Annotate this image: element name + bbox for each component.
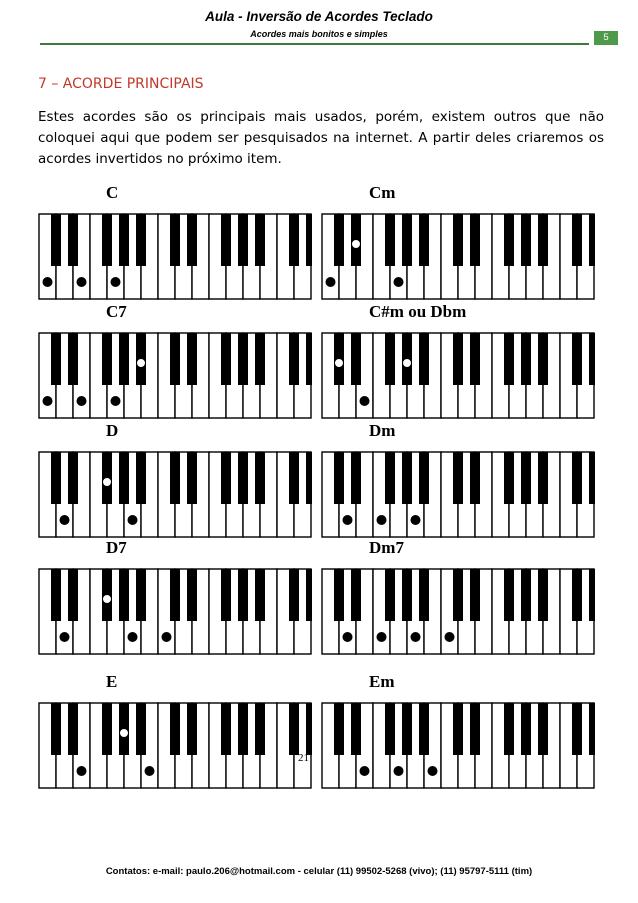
intro-paragraph: Estes acordes são os principais mais usados, porém, existem outros que não coloquei aqui que podem ser pesquisados na internet. A partir deles criaremos os acordes invertidos no próximo item.	[38, 109, 604, 167]
note-marker-black-key	[103, 595, 112, 604]
black-key	[238, 569, 248, 621]
note-marker-white-key	[60, 515, 70, 525]
note-marker-white-key	[411, 515, 421, 525]
note-marker-black-key	[137, 359, 146, 368]
black-key	[170, 333, 180, 385]
note-marker-white-key	[394, 277, 404, 287]
piano-keyboard	[38, 568, 312, 655]
black-key	[68, 333, 78, 385]
note-marker-black-key	[103, 478, 112, 487]
black-key	[589, 569, 595, 621]
note-marker-white-key	[77, 766, 87, 776]
black-key	[119, 569, 129, 621]
black-key	[119, 452, 129, 504]
note-marker-white-key	[128, 515, 138, 525]
black-key	[538, 452, 548, 504]
header-rule	[40, 43, 589, 45]
black-key	[538, 333, 548, 385]
black-key	[470, 333, 480, 385]
black-key	[68, 569, 78, 621]
section-title: 7 – ACORDE PRINCIPAIS	[38, 76, 204, 92]
black-key	[136, 703, 146, 755]
black-key	[306, 569, 312, 621]
black-key	[521, 333, 531, 385]
piano-keyboard	[321, 213, 595, 300]
black-key	[255, 452, 265, 504]
black-key	[170, 452, 180, 504]
black-key	[51, 569, 61, 621]
black-key	[136, 214, 146, 266]
black-key	[402, 452, 412, 504]
piano-keyboard	[321, 451, 595, 538]
note-marker-white-key	[411, 632, 421, 642]
note-marker-white-key	[343, 632, 353, 642]
black-key	[119, 214, 129, 266]
black-key	[589, 214, 595, 266]
black-key	[255, 703, 265, 755]
black-key	[538, 214, 548, 266]
black-key	[521, 703, 531, 755]
black-key	[306, 452, 312, 504]
note-marker-white-key	[445, 632, 455, 642]
chord-name: C#m ou Dbm	[369, 302, 467, 321]
black-key	[538, 703, 548, 755]
chord-name: E	[106, 672, 118, 691]
note-marker-white-key	[394, 766, 404, 776]
note-marker-white-key	[428, 766, 438, 776]
contact-footer: Contatos: e-mail: paulo.206@hotmail.com - celular (11) 99502-5268 (vivo); (11) 95797-5111 (tim)	[105, 866, 533, 877]
black-key	[351, 333, 361, 385]
black-key	[470, 569, 480, 621]
black-key	[453, 333, 463, 385]
black-key	[238, 703, 248, 755]
note-marker-black-key	[335, 359, 344, 368]
note-marker-black-key	[120, 729, 129, 738]
note-marker-white-key	[360, 396, 370, 406]
black-key	[521, 569, 531, 621]
chord-name: C7	[106, 302, 127, 321]
black-key	[589, 333, 595, 385]
black-key	[306, 333, 312, 385]
black-key	[68, 452, 78, 504]
black-key	[187, 569, 197, 621]
black-key	[572, 214, 582, 266]
black-key	[385, 703, 395, 755]
piano-keyboard	[321, 702, 595, 789]
black-key	[419, 333, 429, 385]
black-key	[504, 452, 514, 504]
black-key	[255, 569, 265, 621]
black-key	[68, 214, 78, 266]
black-key	[221, 214, 231, 266]
black-key	[351, 452, 361, 504]
piano-keyboard	[38, 451, 312, 538]
black-key	[351, 569, 361, 621]
black-key	[187, 214, 197, 266]
black-key	[572, 452, 582, 504]
note-marker-white-key	[326, 277, 336, 287]
chord-name: Cm	[369, 183, 396, 202]
piano-keyboard	[38, 702, 312, 789]
note-marker-white-key	[162, 632, 172, 642]
black-key	[306, 703, 312, 755]
black-key	[238, 333, 248, 385]
black-key	[289, 214, 299, 266]
black-key	[589, 703, 595, 755]
black-key	[385, 569, 395, 621]
black-key	[334, 214, 344, 266]
black-key	[170, 569, 180, 621]
black-key	[470, 703, 480, 755]
black-key	[453, 703, 463, 755]
black-key	[385, 333, 395, 385]
black-key	[453, 214, 463, 266]
chord-name: D7	[106, 538, 127, 557]
black-key	[221, 452, 231, 504]
note-marker-white-key	[145, 766, 155, 776]
black-key	[102, 214, 112, 266]
document-subtitle: Acordes mais bonitos e simples	[250, 29, 388, 39]
black-key	[306, 214, 312, 266]
black-key	[334, 452, 344, 504]
black-key	[521, 452, 531, 504]
note-marker-white-key	[360, 766, 370, 776]
piano-keyboard	[38, 213, 312, 300]
note-marker-white-key	[77, 396, 87, 406]
note-marker-white-key	[377, 632, 387, 642]
black-key	[470, 214, 480, 266]
black-key	[51, 333, 61, 385]
black-key	[504, 703, 514, 755]
black-key	[136, 569, 146, 621]
black-key	[538, 569, 548, 621]
black-key	[221, 703, 231, 755]
black-key	[187, 333, 197, 385]
note-marker-white-key	[128, 632, 138, 642]
black-key	[572, 569, 582, 621]
black-key	[289, 703, 299, 755]
note-marker-white-key	[43, 277, 53, 287]
black-key	[402, 569, 412, 621]
black-key	[504, 569, 514, 621]
black-key	[221, 569, 231, 621]
piano-keyboard	[321, 568, 595, 655]
black-key	[289, 569, 299, 621]
black-key	[334, 703, 344, 755]
black-key	[102, 333, 112, 385]
black-key	[521, 214, 531, 266]
black-key	[419, 569, 429, 621]
note-marker-white-key	[343, 515, 353, 525]
black-key	[289, 333, 299, 385]
black-key	[402, 703, 412, 755]
page-number: 5	[594, 31, 618, 45]
black-key	[68, 703, 78, 755]
chord-name: Dm7	[369, 538, 404, 557]
chord-name: D	[106, 421, 119, 440]
black-key	[221, 333, 231, 385]
black-key	[102, 703, 112, 755]
source-page-number: 21	[298, 752, 309, 764]
black-key	[419, 452, 429, 504]
note-marker-white-key	[111, 396, 121, 406]
black-key	[572, 703, 582, 755]
black-key	[419, 703, 429, 755]
black-key	[51, 214, 61, 266]
black-key	[238, 452, 248, 504]
black-key	[51, 452, 61, 504]
note-marker-white-key	[377, 515, 387, 525]
piano-keyboard	[38, 332, 312, 419]
black-key	[385, 452, 395, 504]
note-marker-white-key	[43, 396, 53, 406]
note-marker-white-key	[60, 632, 70, 642]
black-key	[504, 333, 514, 385]
black-key	[351, 703, 361, 755]
black-key	[255, 214, 265, 266]
black-key	[187, 452, 197, 504]
note-marker-white-key	[77, 277, 87, 287]
chord-name: Em	[369, 672, 395, 691]
black-key	[334, 569, 344, 621]
document-title: Aula - Inversão de Acordes Teclado	[205, 9, 433, 24]
chord-name: Dm	[369, 421, 396, 440]
black-key	[453, 569, 463, 621]
black-key	[170, 703, 180, 755]
black-key	[119, 333, 129, 385]
note-marker-black-key	[403, 359, 412, 368]
black-key	[170, 214, 180, 266]
black-key	[255, 333, 265, 385]
black-key	[453, 452, 463, 504]
black-key	[51, 703, 61, 755]
black-key	[470, 452, 480, 504]
black-key	[504, 214, 514, 266]
black-key	[572, 333, 582, 385]
black-key	[289, 452, 299, 504]
black-key	[136, 452, 146, 504]
black-key	[419, 214, 429, 266]
note-marker-white-key	[111, 277, 121, 287]
chord-name: C	[106, 183, 119, 202]
black-key	[187, 703, 197, 755]
black-key	[238, 214, 248, 266]
black-key	[402, 214, 412, 266]
black-key	[385, 214, 395, 266]
note-marker-black-key	[352, 240, 361, 249]
piano-keyboard	[321, 332, 595, 419]
black-key	[589, 452, 595, 504]
